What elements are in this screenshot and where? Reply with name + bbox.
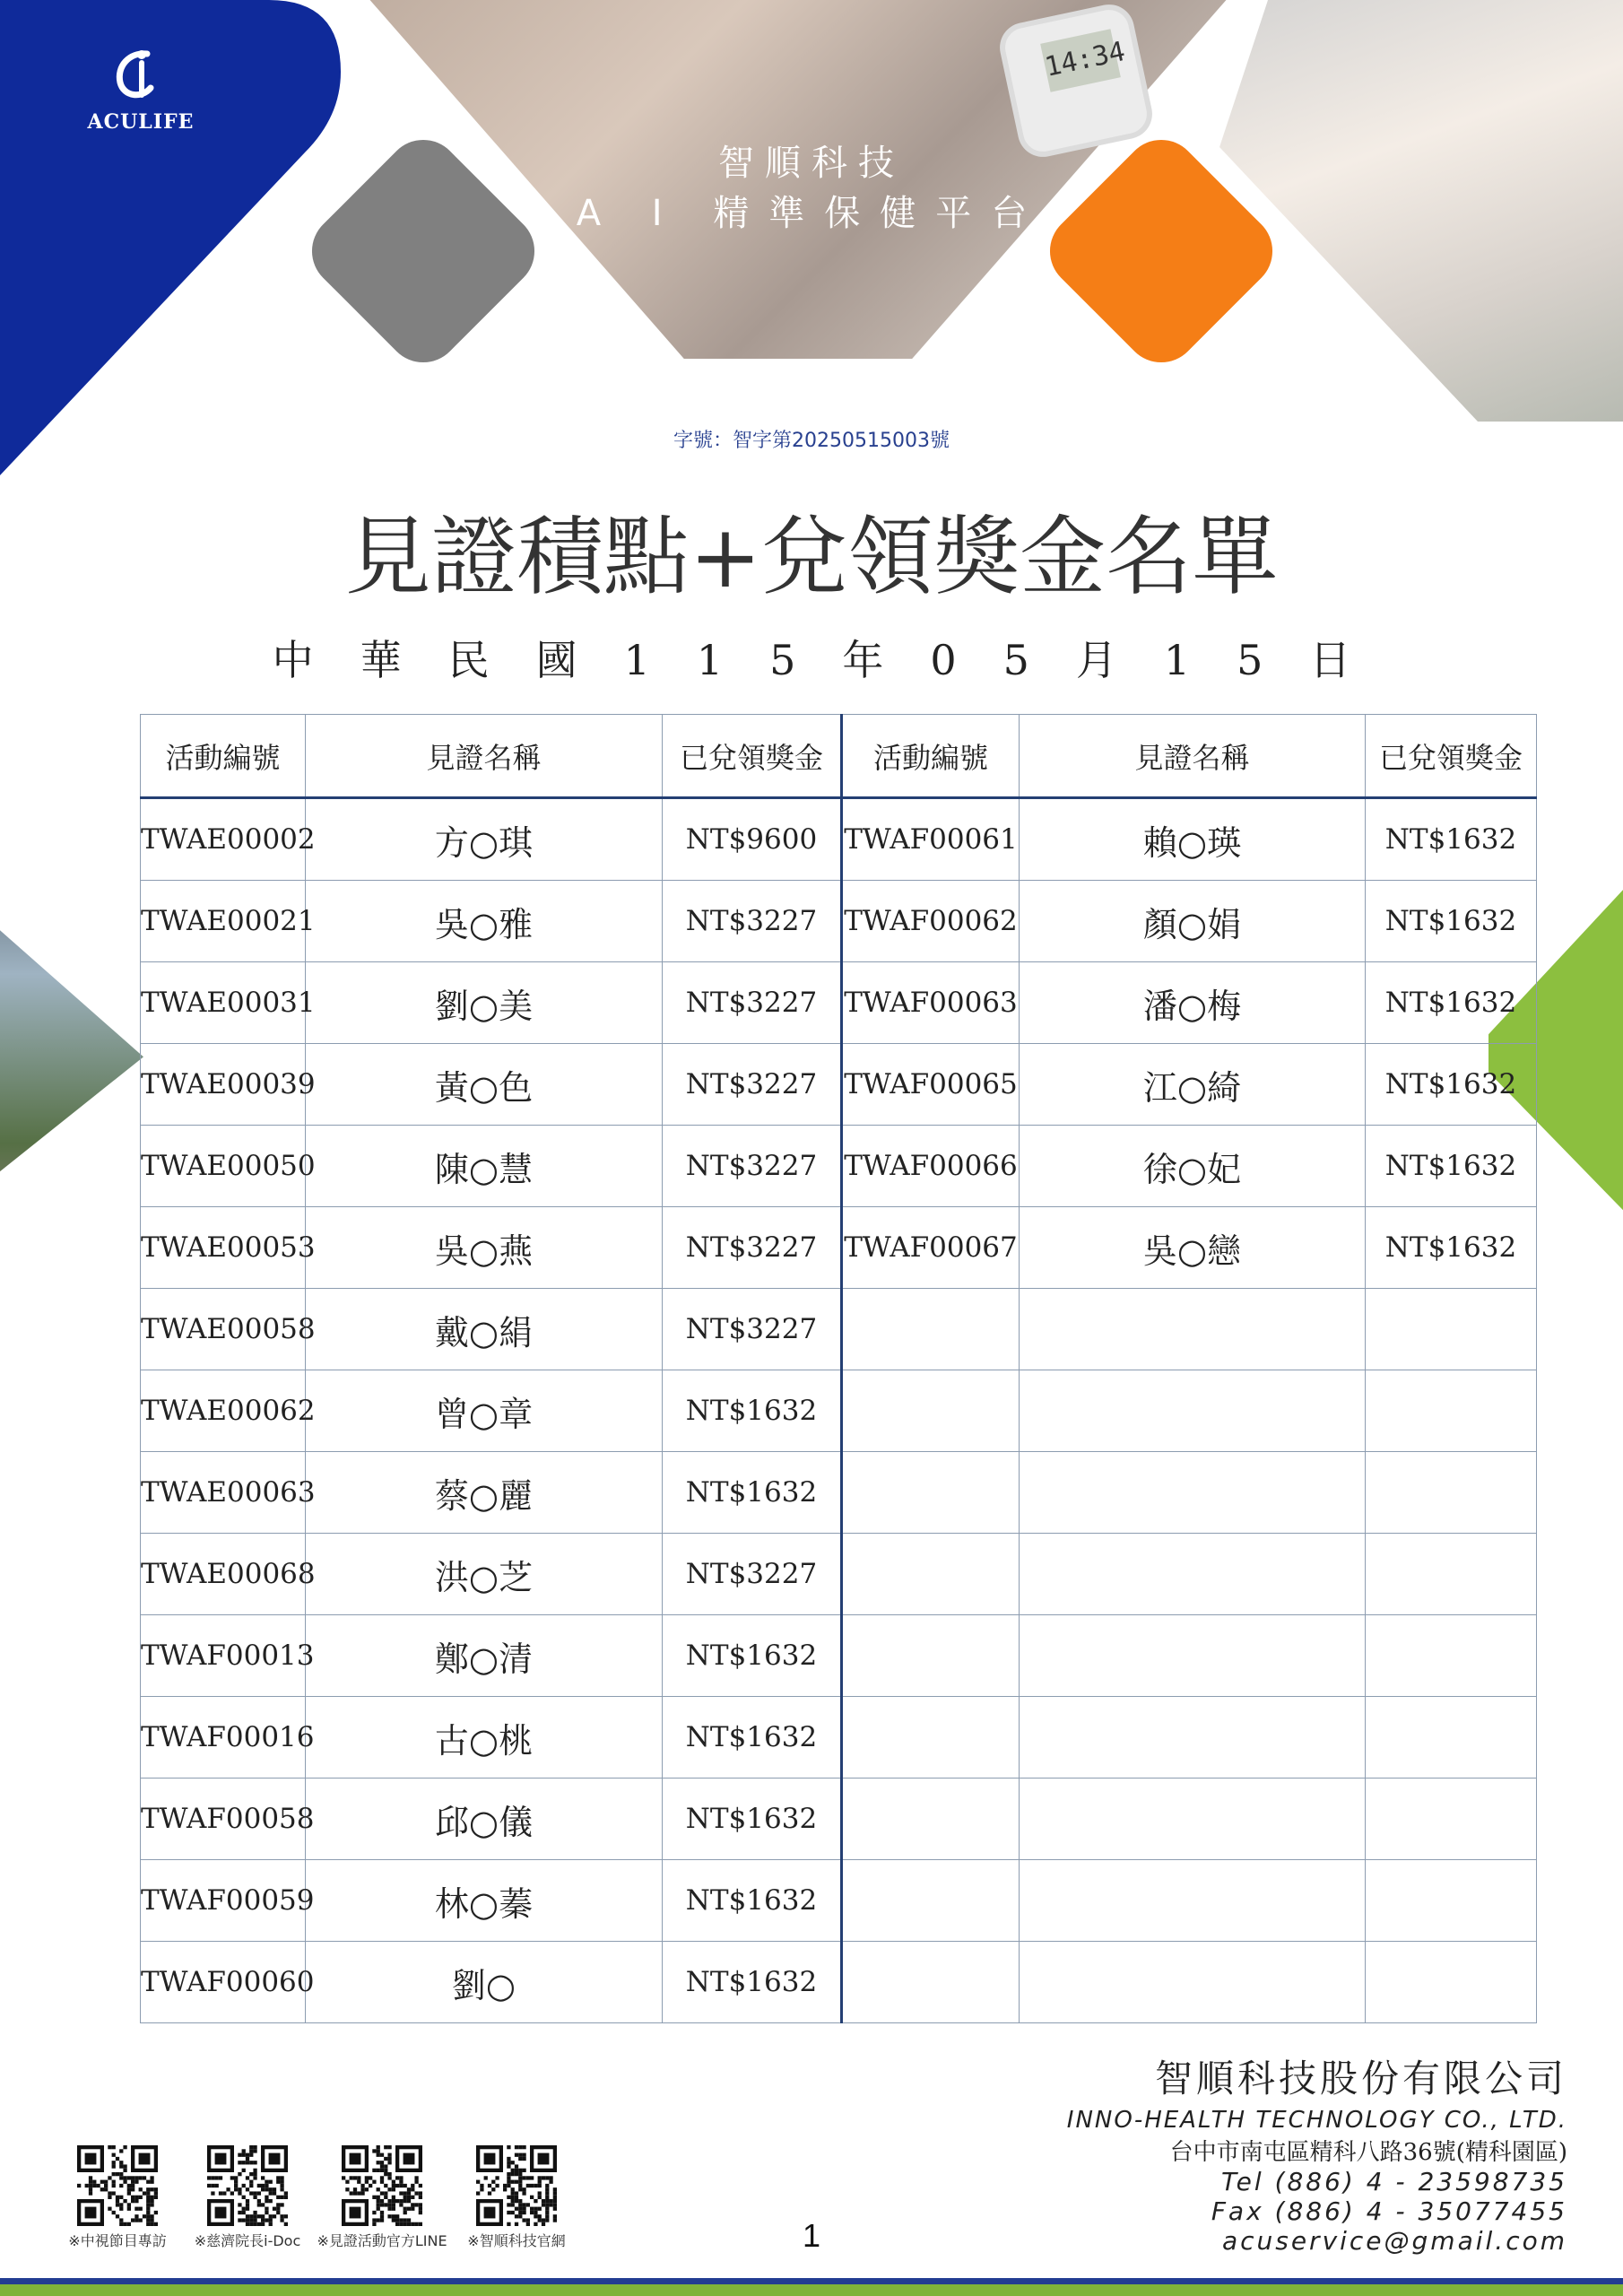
footer-bar-green: [0, 2284, 1623, 2296]
hero-line-2: A I 精準保健平台: [576, 193, 1047, 234]
amount-cell: NT$1632: [1366, 1126, 1537, 1207]
col-header-name: 見證名稱: [306, 715, 663, 798]
table-row: [141, 881, 1537, 962]
activity-id-cell: TWAF00062: [842, 881, 1020, 962]
activity-id-cell: TWAE00039: [141, 1044, 306, 1126]
witness-name-cell: 吳○燕: [306, 1207, 663, 1289]
activity-id-cell: TWAE00058: [141, 1289, 306, 1370]
amount-cell: [1366, 1452, 1537, 1534]
table-row: [141, 1779, 1537, 1860]
logo-text: ACULIFE: [87, 110, 195, 134]
amount-cell: NT$9600: [663, 798, 842, 881]
device-display: 14:34: [1040, 29, 1121, 91]
activity-id-cell: [842, 1615, 1020, 1697]
blue-corner-shape: [0, 0, 341, 475]
reference-number: 字號：智字第20250515003號: [673, 430, 950, 452]
amount-cell: [1366, 1615, 1537, 1697]
witness-name-cell: 陳○慧: [306, 1126, 663, 1207]
amount-cell: [1366, 1289, 1537, 1370]
qr-code-icon[interactable]: [207, 2145, 288, 2226]
amount-cell: NT$1632: [663, 1697, 842, 1779]
activity-id-cell: [842, 1697, 1020, 1779]
col-header-amount: 已兌領獎金: [663, 715, 842, 798]
aculife-logo-icon: [108, 45, 170, 108]
table-row: [141, 962, 1537, 1044]
witness-name-cell: 曾○章: [306, 1370, 663, 1452]
amount-cell: [1366, 1779, 1537, 1860]
activity-id-cell: [842, 1289, 1020, 1370]
amount-cell: NT$3227: [663, 1289, 842, 1370]
witness-name-cell: 方○琪: [306, 798, 663, 881]
witness-name-cell: 潘○梅: [1020, 962, 1366, 1044]
company-name-zh: 智順科技股份有限公司: [1154, 2057, 1567, 2100]
document-date: 中華民國115年05月15日: [272, 636, 1398, 684]
qr-code-icon[interactable]: [342, 2145, 422, 2226]
amount-cell: NT$3227: [663, 962, 842, 1044]
amount-cell: NT$3227: [663, 1044, 842, 1126]
qr-code-icon[interactable]: [476, 2145, 557, 2226]
witness-name-cell: 江○綺: [1020, 1044, 1366, 1126]
company-address: 台中市南屯區精科八路36號(精科園區): [1169, 2139, 1567, 2166]
col-header-activity-id: 活動編號: [141, 715, 306, 798]
table-row: [141, 1207, 1537, 1289]
activity-id-cell: [842, 1452, 1020, 1534]
table-row: [141, 1289, 1537, 1370]
winners-table: [140, 714, 1537, 2023]
amount-cell: [1366, 1370, 1537, 1452]
activity-id-cell: TWAF00059: [141, 1860, 306, 1942]
col-header-name: 見證名稱: [1020, 715, 1366, 798]
table-row: [141, 1534, 1537, 1615]
building-photo: [0, 861, 143, 1238]
activity-id-cell: TWAE00063: [141, 1452, 306, 1534]
qr-label: ※智順科技官網: [467, 2232, 566, 2249]
page-number: 1: [802, 2217, 821, 2254]
table-row: [141, 1860, 1537, 1942]
witness-name-cell: [1020, 1370, 1366, 1452]
amount-cell: NT$3227: [663, 881, 842, 962]
activity-id-cell: TWAF00060: [141, 1942, 306, 2023]
company-tel: Tel (886) 4 - 23598735: [1221, 2167, 1567, 2196]
witness-name-cell: 徐○妃: [1020, 1126, 1366, 1207]
company-info: [1067, 2049, 1567, 2256]
table-row: [141, 1370, 1537, 1452]
qr-code-icon[interactable]: [77, 2145, 158, 2226]
amount-cell: NT$1632: [663, 1615, 842, 1697]
table-row: [141, 1126, 1537, 1207]
activity-id-cell: TWAE00062: [141, 1370, 306, 1452]
activity-id-cell: TWAF00016: [141, 1697, 306, 1779]
witness-name-cell: 洪○芝: [306, 1534, 663, 1615]
activity-id-cell: TWAE00031: [141, 962, 306, 1044]
witness-name-cell: 吳○雅: [306, 881, 663, 962]
col-header-amount: 已兌領獎金: [1366, 715, 1537, 798]
amount-cell: NT$1632: [1366, 798, 1537, 881]
amount-cell: NT$1632: [663, 1452, 842, 1534]
activity-id-cell: TWAF00065: [842, 1044, 1020, 1126]
activity-id-cell: TWAF00058: [141, 1779, 306, 1860]
amount-cell: [1366, 1942, 1537, 2023]
witness-name-cell: 劉○美: [306, 962, 663, 1044]
witness-name-cell: [1020, 1860, 1366, 1942]
company-fax: Fax (886) 4 - 35077455: [1211, 2196, 1567, 2226]
amount-cell: NT$1632: [663, 1942, 842, 2023]
col-header-activity-id: 活動編號: [842, 715, 1020, 798]
witness-name-cell: 顏○娟: [1020, 881, 1366, 962]
table-row: [141, 1942, 1537, 2023]
witness-name-cell: 賴○瑛: [1020, 798, 1366, 881]
activity-id-cell: TWAF00066: [842, 1126, 1020, 1207]
hero-line-1: 智順科技: [718, 143, 905, 184]
amount-cell: NT$1632: [663, 1779, 842, 1860]
table-row: [141, 798, 1537, 881]
amount-cell: NT$1632: [1366, 1207, 1537, 1289]
activity-id-cell: [842, 1860, 1020, 1942]
activity-id-cell: TWAE00021: [141, 881, 306, 962]
activity-id-cell: TWAF00013: [141, 1615, 306, 1697]
amount-cell: NT$1632: [1366, 1044, 1537, 1126]
witness-name-cell: 邱○儀: [306, 1779, 663, 1860]
activity-id-cell: [842, 1942, 1020, 2023]
amount-cell: [1366, 1860, 1537, 1942]
table-row: [141, 1697, 1537, 1779]
company-email[interactable]: acuservice@gmail.com: [1221, 2226, 1567, 2256]
document-title: 見證積點+兌領獎金名單: [344, 507, 1279, 607]
amount-cell: NT$3227: [663, 1126, 842, 1207]
activity-id-cell: [842, 1779, 1020, 1860]
activity-id-cell: [842, 1370, 1020, 1452]
amount-cell: NT$1632: [663, 1370, 842, 1452]
amount-cell: NT$1632: [1366, 962, 1537, 1044]
activity-id-cell: TWAE00002: [141, 798, 306, 881]
activity-id-cell: TWAF00067: [842, 1207, 1020, 1289]
witness-name-cell: [1020, 1615, 1366, 1697]
witness-name-cell: [1020, 1452, 1366, 1534]
activity-id-cell: TWAF00063: [842, 962, 1020, 1044]
amount-cell: [1366, 1534, 1537, 1615]
activity-id-cell: TWAF00061: [842, 798, 1020, 881]
witness-name-cell: [1020, 1942, 1366, 2023]
table-header-row: [141, 715, 1537, 798]
table-row: [141, 1615, 1537, 1697]
amount-cell: NT$1632: [1366, 881, 1537, 962]
witness-name-cell: [1020, 1779, 1366, 1860]
witness-name-cell: 鄭○清: [306, 1615, 663, 1697]
footer-bar-blue: [0, 2278, 1623, 2284]
witness-name-cell: 古○桃: [306, 1697, 663, 1779]
table-row: [141, 1452, 1537, 1534]
activity-id-cell: TWAE00068: [141, 1534, 306, 1615]
table-row: [141, 1044, 1537, 1126]
witness-name-cell: 林○蓁: [306, 1860, 663, 1942]
witness-name-cell: 黃○色: [306, 1044, 663, 1126]
witness-name-cell: [1020, 1534, 1366, 1615]
company-name-en: INNO-HEALTH TECHNOLOGY CO., LTD.: [1066, 2107, 1567, 2134]
amount-cell: NT$3227: [663, 1207, 842, 1289]
witness-name-cell: [1020, 1289, 1366, 1370]
qr-label: ※慈濟院長i-Doc: [194, 2232, 301, 2249]
witness-name-cell: [1020, 1697, 1366, 1779]
witness-name-cell: 戴○絹: [306, 1289, 663, 1370]
amount-cell: NT$1632: [663, 1860, 842, 1942]
amount-cell: [1366, 1697, 1537, 1779]
witness-name-cell: 吳○戀: [1020, 1207, 1366, 1289]
qr-label: ※中視節目專訪: [68, 2232, 167, 2249]
activity-id-cell: TWAE00053: [141, 1207, 306, 1289]
activity-id-cell: [842, 1534, 1020, 1615]
activity-id-cell: TWAE00050: [141, 1126, 306, 1207]
qr-label: ※見證活動官方LINE: [317, 2232, 447, 2249]
witness-name-cell: 蔡○麗: [306, 1452, 663, 1534]
witness-name-cell: 劉○: [306, 1942, 663, 2023]
amount-cell: NT$3227: [663, 1534, 842, 1615]
